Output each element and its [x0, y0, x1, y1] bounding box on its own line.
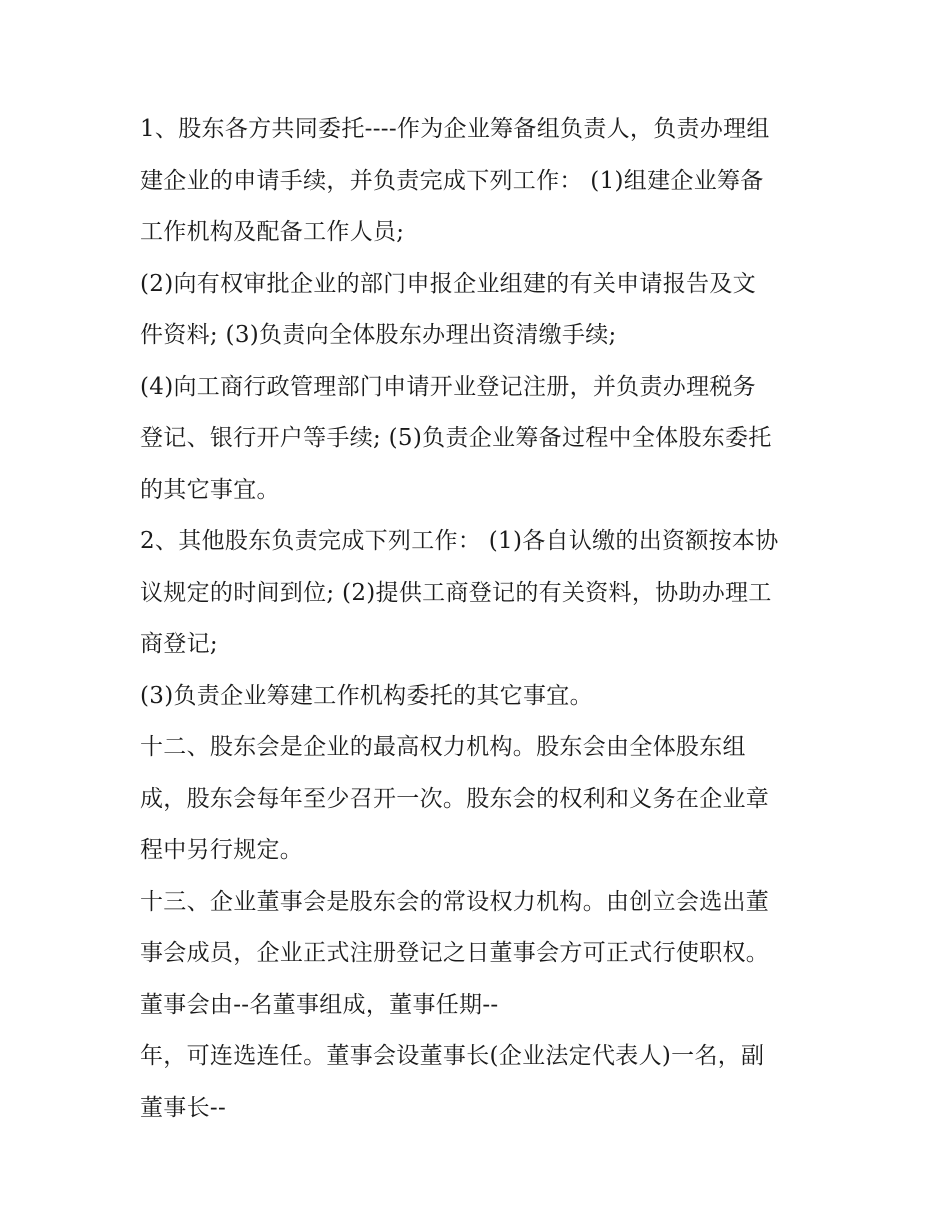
text-line: 1、股东各方共同委托----作为企业筹备组负责人，负责办理组 [140, 116, 770, 142]
text-line: (3)负责企业筹建工作机构委托的其它事宜。 [140, 682, 593, 709]
text-line: (2)向有权审批企业的部门申报企业组建的有关申请报告及文 [140, 270, 756, 297]
text-line: 董事长-- [140, 1094, 227, 1121]
text-line: 议规定的时间到位; (2)提供工商登记的有关资料，协助办理工 [140, 579, 772, 606]
text-line: 程中另行规定。 [140, 837, 304, 863]
text-line: 事会成员，企业正式注册登记之日董事会方可正式行使职权。 [140, 940, 770, 966]
text-line: 建企业的申请手续，并负责完成下列工作： (1)组建企业筹备 [140, 167, 764, 194]
text-line: 件资料; (3)负责向全体股东办理出资清缴手续; [140, 322, 617, 348]
text-line: 商登记; [140, 631, 218, 657]
text-line: (4)向工商行政管理部门申请开业登记注册，并负责办理税务 [140, 373, 756, 400]
text-line: 董事会由--名董事组成，董事任期-- [140, 991, 499, 1018]
text-line: 登记、银行开户等手续; (5)负责企业筹备过程中全体股东委托 [140, 425, 772, 451]
text-line: 年，可连选连任。董事会设董事长(企业法定代表人)一名，副 [140, 1043, 765, 1069]
text-line: 十二、股东会是企业的最高权力机构。股东会由全体股东组 [140, 734, 746, 760]
text-line: 2、其他股东负责完成下列工作： (1)各自认缴的出资额按本协 [140, 528, 779, 554]
text-line: 十三、企业董事会是股东会的常设权力机构。由创立会选出董 [140, 888, 770, 915]
document-body [140, 104, 820, 1134]
text-line: 的其它事宜。 [140, 476, 280, 503]
text-line: 工作机构及配备工作人员; [140, 219, 405, 245]
text-line: 成，股东会每年至少召开一次。股东会的权利和义务在企业章 [140, 785, 770, 812]
